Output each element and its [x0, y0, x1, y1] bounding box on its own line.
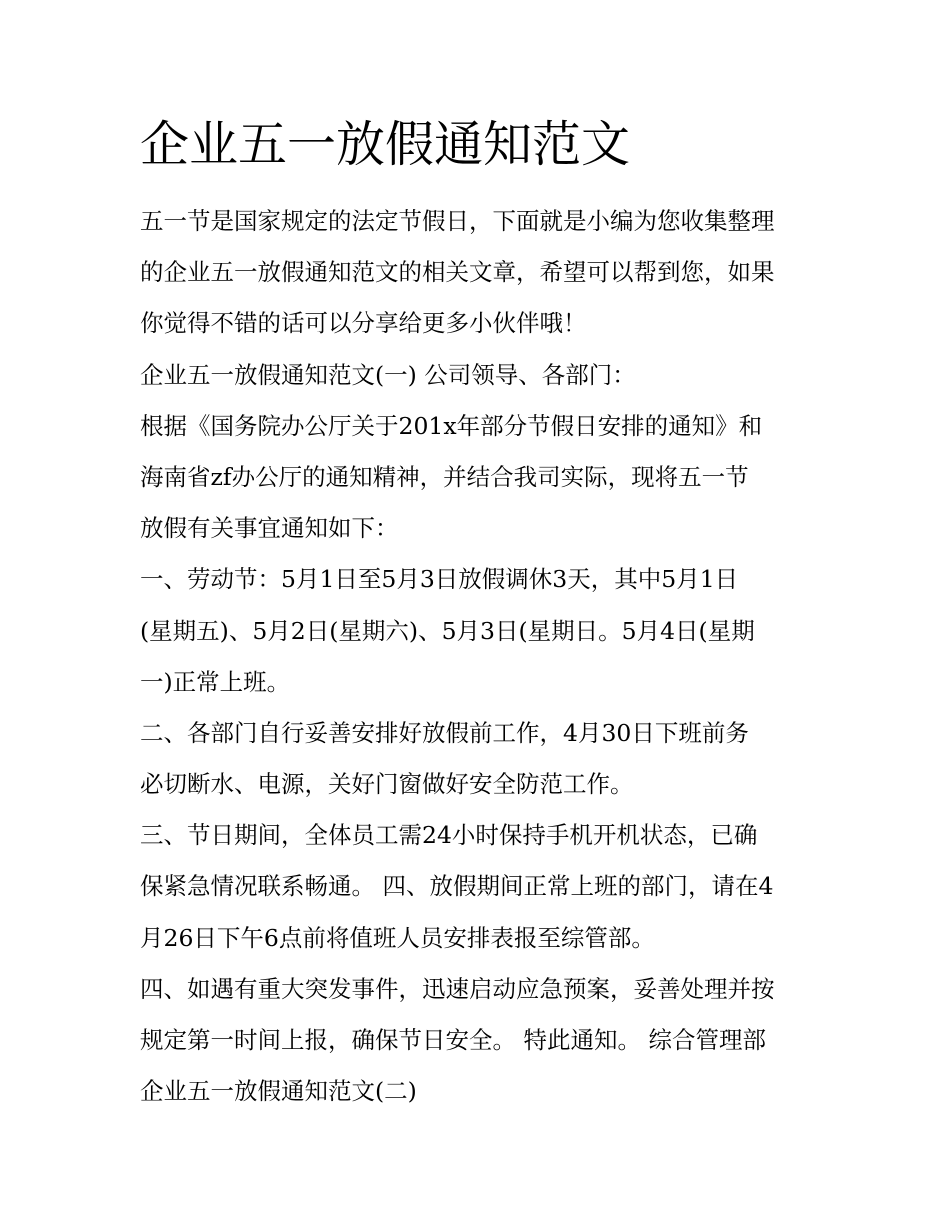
text-line-1: 五一节是国家规定的法定节假日，下面就是小编为您收集整理	[140, 207, 775, 235]
text-line-10: 一)正常上班。	[140, 667, 291, 696]
text-line-2: 的企业五一放假通知范文的相关文章，希望可以帮到您，如果	[140, 258, 775, 287]
text-line-13: 三、节日期间，全体员工需24小时保持手机开机状态，已确	[140, 821, 758, 850]
text-line-8: 一、劳动节：5月1日至5月3日放假调休3天，其中5月1日	[140, 565, 739, 594]
text-line-11: 二、各部门自行妥善安排好放假前工作，4月30日下班前务	[140, 718, 749, 747]
document-body	[140, 196, 820, 1117]
text-line-6: 海南省zf办公厅的通知精神，并结合我司实际，现将五一节	[140, 462, 749, 491]
text-line-12: 必切断水、电源，关好门窗做好安全防范工作。	[140, 770, 634, 799]
text-line-17: 规定第一时间上报，确保节日安全。 特此通知。 综合管理部	[140, 1026, 766, 1054]
text-line-16: 四、如遇有重大突发事件，迅速启动应急预案，妥善处理并按	[140, 974, 775, 1003]
text-line-3: 你觉得不错的话可以分享给更多小伙伴哦！	[140, 309, 587, 338]
text-line-15: 月26日下午6点前将值班人员安排表报至综管部。	[140, 923, 655, 952]
text-line-5: 根据《国务院办公厅关于201x年部分节假日安排的通知》和	[140, 411, 763, 440]
text-line-18: 企业五一放假通知范文(二)	[140, 1077, 417, 1106]
document-title: 企业五一放假通知范文	[140, 116, 631, 173]
text-line-7: 放假有关事宜通知如下：	[140, 514, 399, 543]
text-line-14: 保紧急情况联系畅通。 四、放假期间正常上班的部门，请在4	[140, 872, 774, 901]
text-line-4: 企业五一放假通知范文(一) 公司领导、各部门：	[140, 360, 636, 389]
text-line-9: (星期五)、5月2日(星期六)、5月3日(星期日。5月4日(星期	[140, 616, 755, 645]
